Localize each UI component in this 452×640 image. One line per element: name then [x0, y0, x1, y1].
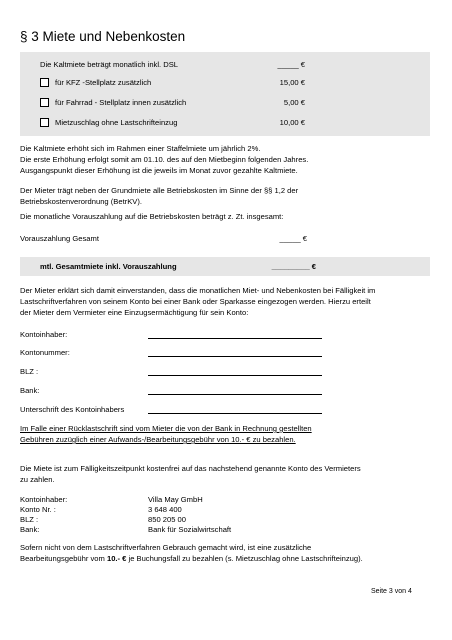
- field-kontoinhaber-line[interactable]: [148, 338, 322, 339]
- kostenfrei-line-1: Die Miete ist zum Fälligkeitszeitpunkt kostenfrei auf das nachstehend genannte Konto des Vermieters: [20, 464, 361, 473]
- vermieter-konto-value: 3 648 400: [148, 505, 182, 514]
- schluss-line-2-after: je Buchungsfall zu bezahlen (s. Mietzuschlag ohne Lastschrifteinzug).: [126, 554, 363, 563]
- kostenfrei-line-2: zu zahlen.: [20, 475, 55, 484]
- gesamtmiete-label: mtl. Gesamtmiete inkl. Vorauszahlung: [40, 262, 177, 271]
- vermieter-blz-label: BLZ :: [20, 515, 39, 524]
- section-heading: § 3 Miete und Nebenkosten: [20, 29, 186, 44]
- field-kontonummer-line[interactable]: [148, 356, 322, 357]
- vermieter-bank-label: Bank:: [20, 525, 40, 534]
- vorauszahlung-gesamt-value: _____ €: [279, 234, 307, 243]
- field-kontonummer-label: Kontonummer:: [20, 348, 70, 357]
- mietzuschlag-value: 10,00 €: [279, 118, 305, 127]
- field-bank-line[interactable]: [148, 394, 322, 395]
- staffel-line-2: Die erste Erhöhung erfolgt somit am 01.10. des auf den Mietbeginn folgenden Jahres.: [20, 155, 309, 164]
- schluss-line-2: [20, 553, 363, 564]
- betriebskosten-line-2: Betriebskostenverordnung (BetrKV).: [20, 197, 142, 206]
- kfz-value: 15,00 €: [279, 78, 305, 87]
- fahrrad-value: 5,00 €: [283, 98, 305, 107]
- mietzuschlag-label: Mietzuschlag ohne Lastschrifteinzug: [55, 118, 178, 127]
- field-blz-label: BLZ :: [20, 367, 39, 376]
- vermieter-konto-label: Konto Nr. :: [20, 505, 56, 514]
- fahrrad-checkbox[interactable]: [40, 98, 49, 107]
- kfz-checkbox[interactable]: [40, 78, 49, 87]
- betriebskosten-line-1: Der Mieter trägt neben der Grundmiete alle Betriebskosten im Sinne der §§ 1,2 der: [20, 186, 299, 195]
- schluss-line-1: Sofern nicht von dem Lastschriftverfahren Gebrauch gemacht wird, ist eine zusätzliche: [20, 543, 312, 552]
- ruecklastschrift-line-1: Im Falle einer Rücklastschrift sind vom Mieter die von der Bank in Rechnung gestellten: [20, 424, 312, 433]
- field-bank-label: Bank:: [20, 386, 40, 395]
- vermieter-bank-value: Bank für Sozialwirtschaft: [148, 525, 232, 534]
- fahrrad-label: für Fahrrad - Stellplatz innen zusätzlich: [55, 98, 187, 107]
- base-rent-value: _____ €: [277, 60, 305, 69]
- field-kontoinhaber-label: Kontoinhaber:: [20, 330, 68, 339]
- kfz-label: für KFZ -Stellplatz zusätzlich: [55, 78, 152, 87]
- field-unterschrift-line[interactable]: [148, 413, 322, 414]
- vermieter-kontoinhaber-label: Kontoinhaber:: [20, 495, 68, 504]
- field-blz-line[interactable]: [148, 375, 322, 376]
- schluss-line-2-before: Bearbeitungsgebühr vom: [20, 554, 107, 563]
- lastschrift-line-2: Lastschriftverfahren von seinem Konto bei einer Bank oder Sparkasse eingezogen werden. Hierzu erteilt: [20, 297, 371, 306]
- vermieter-blz-value: 850 205 00: [148, 515, 187, 524]
- schluss-fee-amount: 10.- €: [106, 554, 127, 563]
- vermieter-kontoinhaber-value: Villa May GmbH: [148, 495, 203, 504]
- staffel-line-3: Ausgangspunkt dieser Erhöhung ist die jeweils im Monat zuvor gezahlte Kaltmiete.: [20, 166, 298, 175]
- ruecklastschrift-line-2: Gebühren zuzüglich einer Aufwands-/Bearbeitungsgebühr von 10.- € zu bezahlen.: [20, 435, 296, 444]
- lastschrift-line-1: Der Mieter erklärt sich damit einverstanden, dass die monatlichen Miet- und Nebenkosten bei Fälligkeit im: [20, 286, 376, 295]
- lastschrift-line-3: der Mieter dem Vermieter eine Einzugsermächtigung für sein Konto:: [20, 308, 249, 317]
- vorauszahlung-text: Die monatliche Vorauszahlung auf die Betriebskosten beträgt z. Zt. insgesamt:: [20, 212, 284, 221]
- field-unterschrift-label: Unterschrift des Kontoinhabers: [20, 405, 125, 414]
- page-footer: Seite 3 von 4: [371, 588, 412, 595]
- mietzuschlag-checkbox[interactable]: [40, 118, 49, 127]
- vorauszahlung-gesamt-label: Vorauszahlung Gesamt: [20, 234, 99, 243]
- base-rent-label: Die Kaltmiete beträgt monatlich inkl. DSL: [40, 60, 179, 69]
- gesamtmiete-value: _________ €: [271, 262, 316, 271]
- staffel-line-1: Die Kaltmiete erhöht sich im Rahmen einer Staffelmiete um jährlich 2%.: [20, 144, 261, 153]
